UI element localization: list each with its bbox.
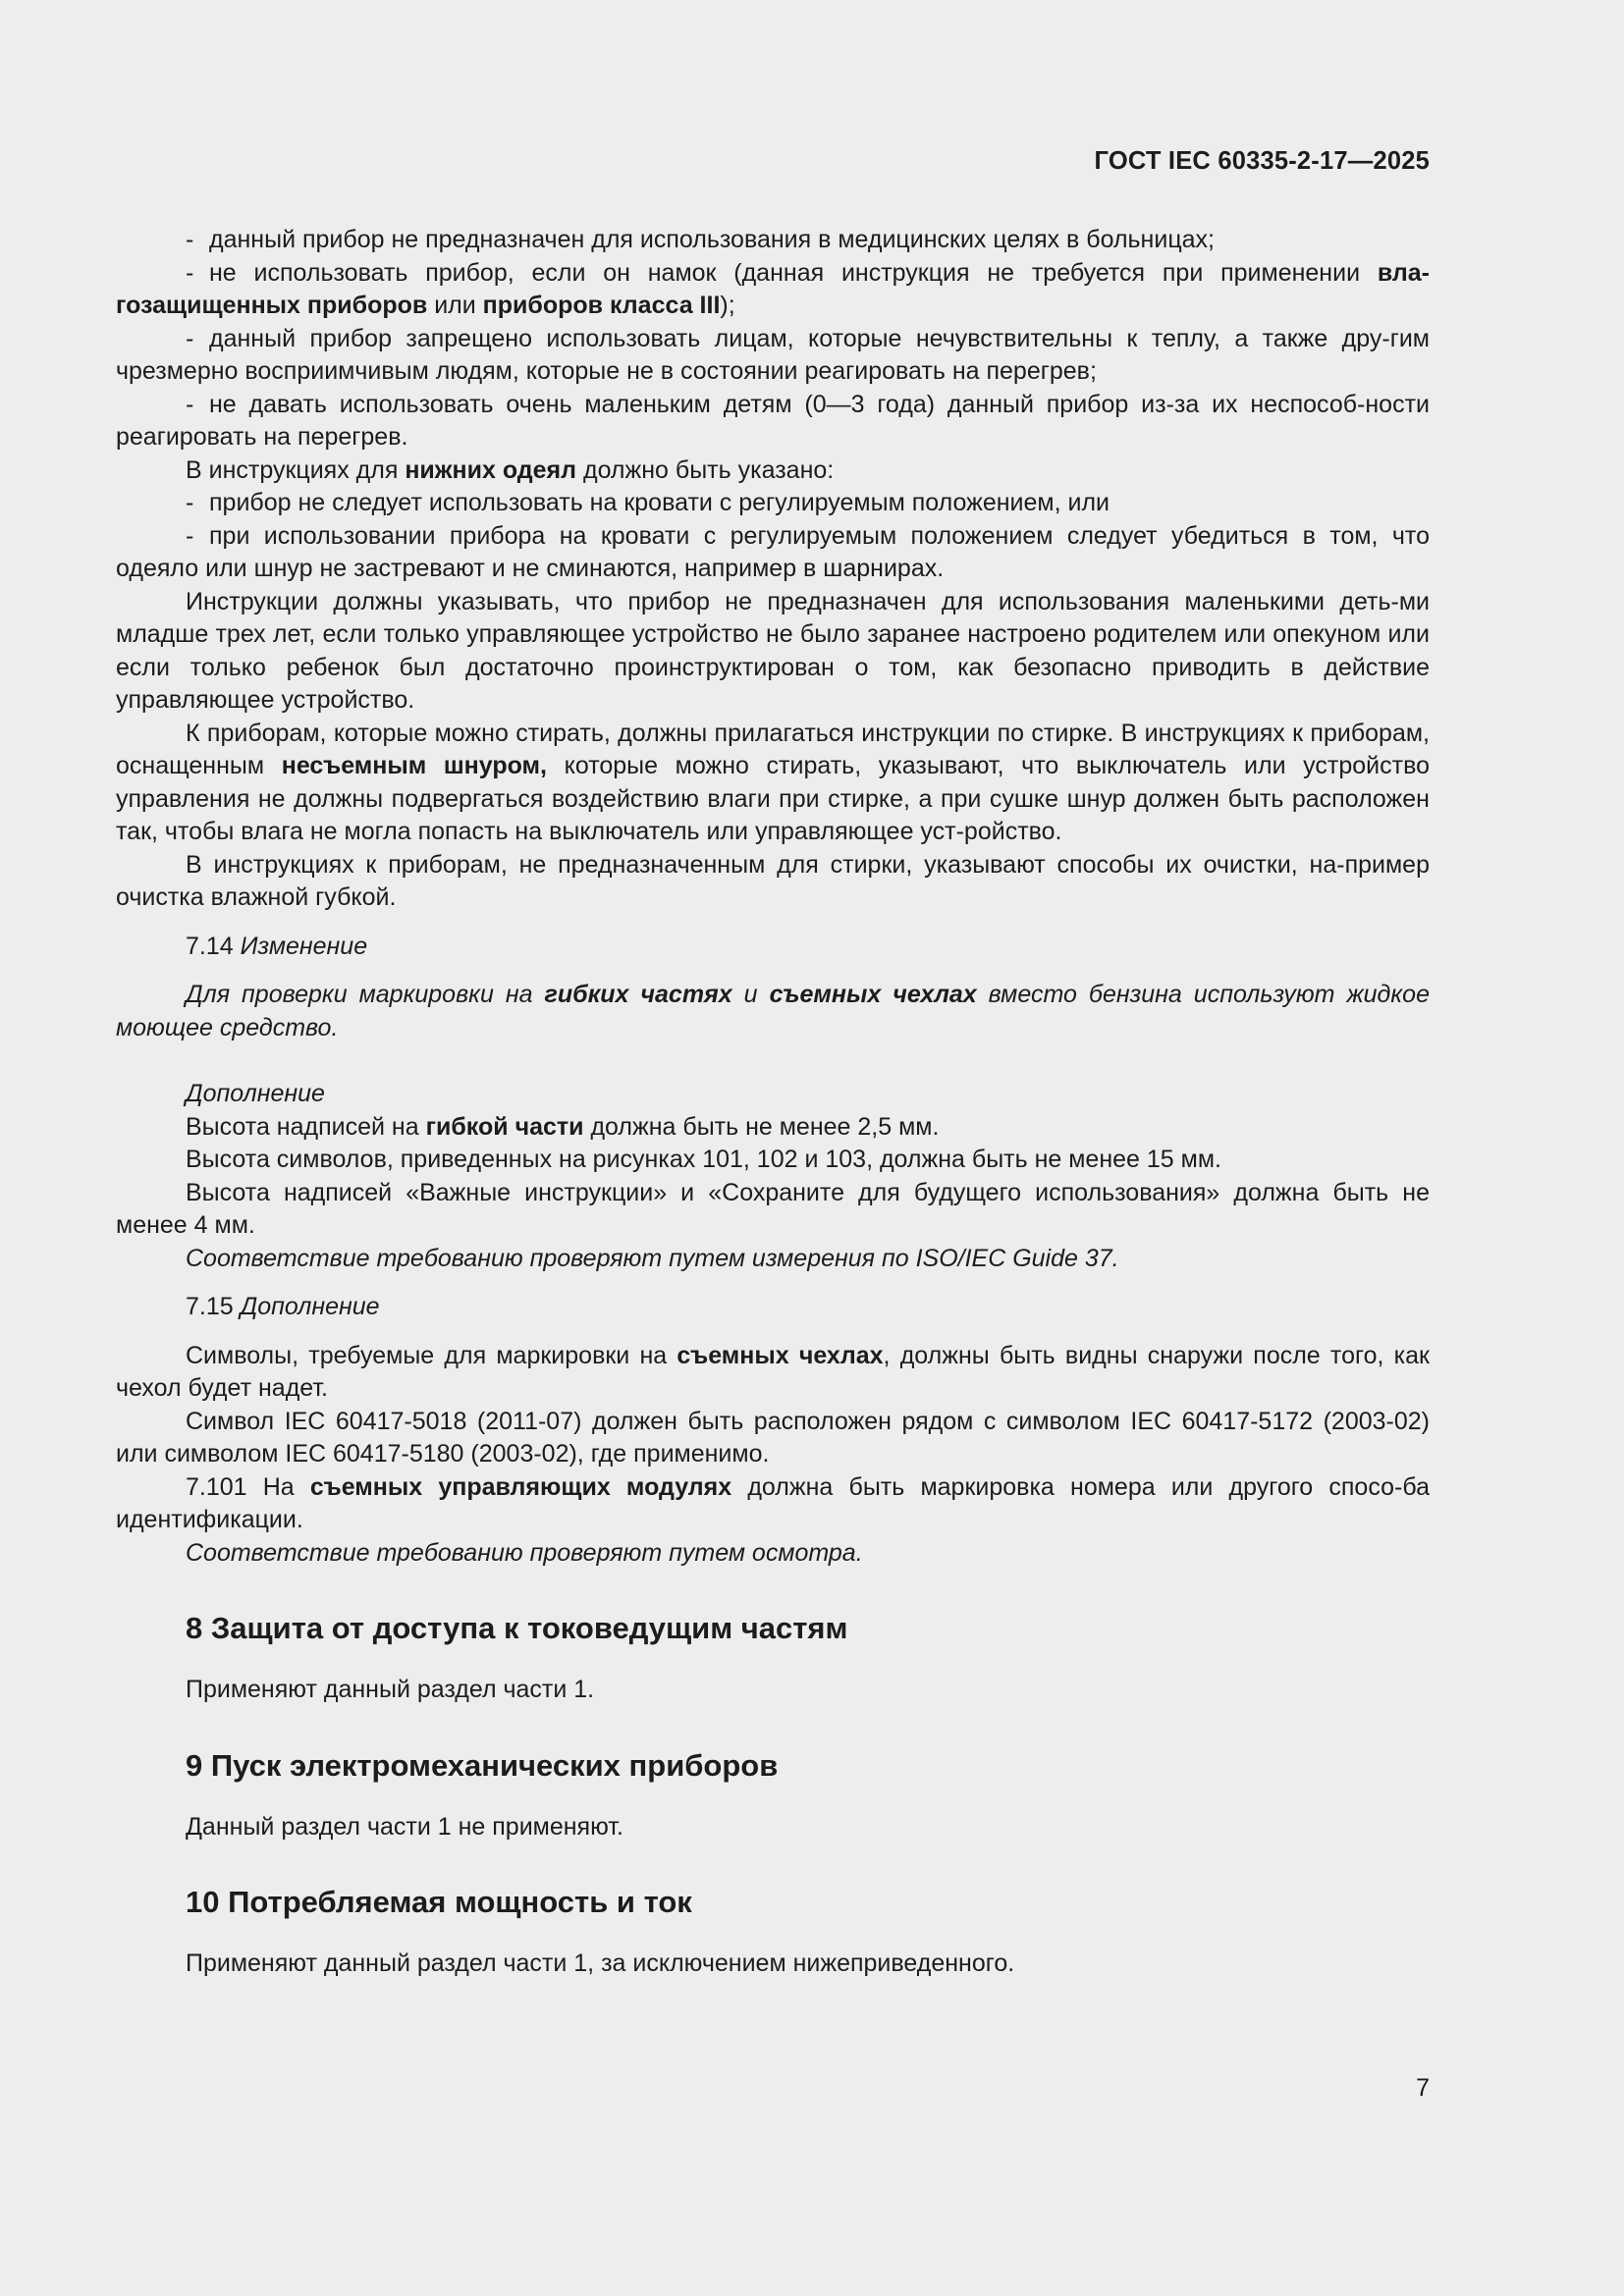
term-bold: вла-гозащищенных приборов <box>116 258 1430 319</box>
section-7-14-heading: 7.14 Изменение <box>186 932 368 960</box>
list-item: - данный прибор запрещено использовать лицам, которые нечувствительны к теплу, а также дру-гим чрезмерно восприимчивым людям, которые не в состоянии реагировать на перегрев; <box>116 324 1430 385</box>
term-bold: гибких частях <box>544 981 732 1008</box>
list-item: - при использовании прибора на кровати с регулируемым положением следует убедиться в том, что одеяло или шнур не застревают и не сминаются, например в шарнирах. <box>116 521 1430 582</box>
paragraph: В инструкциях к приборам, не предназначенным для стирки, указывают способы их очистки, на-пример очистка влажной губкой. <box>116 850 1430 911</box>
list-item: - не давать использовать очень маленьким детям (0—3 года) данный прибор из-за их неспособ-ности реагировать на перегрев. <box>116 390 1430 451</box>
list-marker: - <box>186 324 194 352</box>
term-bold: приборов класса III <box>482 292 721 319</box>
compliance-note: Соответствие требованию проверяют путем осмотра. <box>186 1538 863 1567</box>
list-marker: - <box>186 489 194 516</box>
paragraph: В инструкциях для нижних одеял должно быть указано: <box>186 455 835 484</box>
paragraph: Применяют данный раздел части 1, за исключением нижеприведенного. <box>186 1949 1015 1977</box>
paragraph: Инструкции должны указывать, что прибор не предназначен для использования маленькими деть-ми младше трех лет, если только управляющее устройство не было заранее настроено родителем или опекуном или если только ребенок был достаточно проинструктирован о том, как безопасно приводить в действие управляющее устройство. <box>116 587 1430 714</box>
paragraph: Высота надписей «Важные инструкции» и «Сохраните для будущего использования» должна быть не менее 4 мм. <box>116 1178 1430 1239</box>
page-number: 7 <box>1416 2074 1430 2102</box>
paragraph: Данный раздел части 1 не применяют. <box>186 1812 623 1841</box>
term-bold: гибкой части <box>425 1112 584 1141</box>
paragraph: 7.101 На съемных управляющих модулях должна быть маркировка номера или другого спосо-ба идентификации. <box>116 1472 1430 1533</box>
addition-heading: Дополнение <box>186 1080 325 1107</box>
term-bold: нижних одеял <box>405 455 577 484</box>
term-bold: несъемным шнуром, <box>281 752 547 779</box>
paragraph: Для проверки маркировки на гибких частях и съемных чехлах вместо бензина используют жидкое моющее средство. <box>116 981 1430 1041</box>
list-marker: - <box>186 521 194 550</box>
section-7-15-heading: 7.15 Дополнение <box>186 1293 380 1320</box>
section-9-heading: 9 Пуск электромеханических приборов <box>186 1747 779 1783</box>
list-marker: - <box>186 258 194 287</box>
paragraph: Символы, требуемые для маркировки на съемных чехлах, должны быть видны снаружи после того, как чехол будет надет. <box>116 1341 1430 1402</box>
list-item: - не использовать прибор, если он намок (данная инструкция не требуется при применении вла-гозащищенных приборов или приборов класса III); <box>116 258 1430 319</box>
section-8-heading: 8 Защита от доступа к токоведущим частям <box>186 1611 848 1645</box>
paragraph: К приборам, которые можно стирать, должны прилагаться инструкции по стирке. В инструкциях к приборам, оснащенным несъемным шнуром, которые можно стирать, указывают, что выключатель или устройство управления не должны подвергаться воздействию влаги при стирке, а при сушке шнур должен быть расположен так, чтобы влага не могла попасть на выключатель или управляющее уст-ройство. <box>116 719 1430 845</box>
document-code-header: ГОСТ IEC 60335-2-17—2025 <box>1094 147 1430 175</box>
paragraph: Высота символов, приведенных на рисунках 101, 102 и 103, должна быть не менее 15 мм. <box>186 1146 1221 1173</box>
list-marker: - <box>186 226 194 253</box>
term-bold: съемных чехлах <box>769 981 977 1008</box>
term-bold: съемных управляющих модулях <box>309 1472 732 1501</box>
list-marker: - <box>186 390 194 418</box>
paragraph: Символ IEC 60417-5018 (2011-07) должен быть расположен рядом с символом IEC 60417-5172 (2003-02) или символом IEC 60417-5180 (2003-02), где применимо. <box>116 1407 1430 1468</box>
list-item: - данный прибор не предназначен для использования в медицинских целях в больницах; <box>116 224 1430 257</box>
paragraph: Высота надписей на гибкой части должна быть не менее 2,5 мм. <box>186 1112 940 1141</box>
document-body <box>116 224 1430 1981</box>
paragraph: Применяют данный раздел части 1. <box>186 1676 595 1703</box>
list-item: - прибор не следует использовать на кровати с регулируемым положением, или <box>116 487 1430 520</box>
compliance-note: Соответствие требованию проверяют путем измерения по ISO/IEC Guide 37. <box>186 1244 1119 1272</box>
section-10-heading: 10 Потребляемая мощность и ток <box>186 1885 692 1919</box>
term-bold: съемных чехлах <box>677 1341 884 1369</box>
